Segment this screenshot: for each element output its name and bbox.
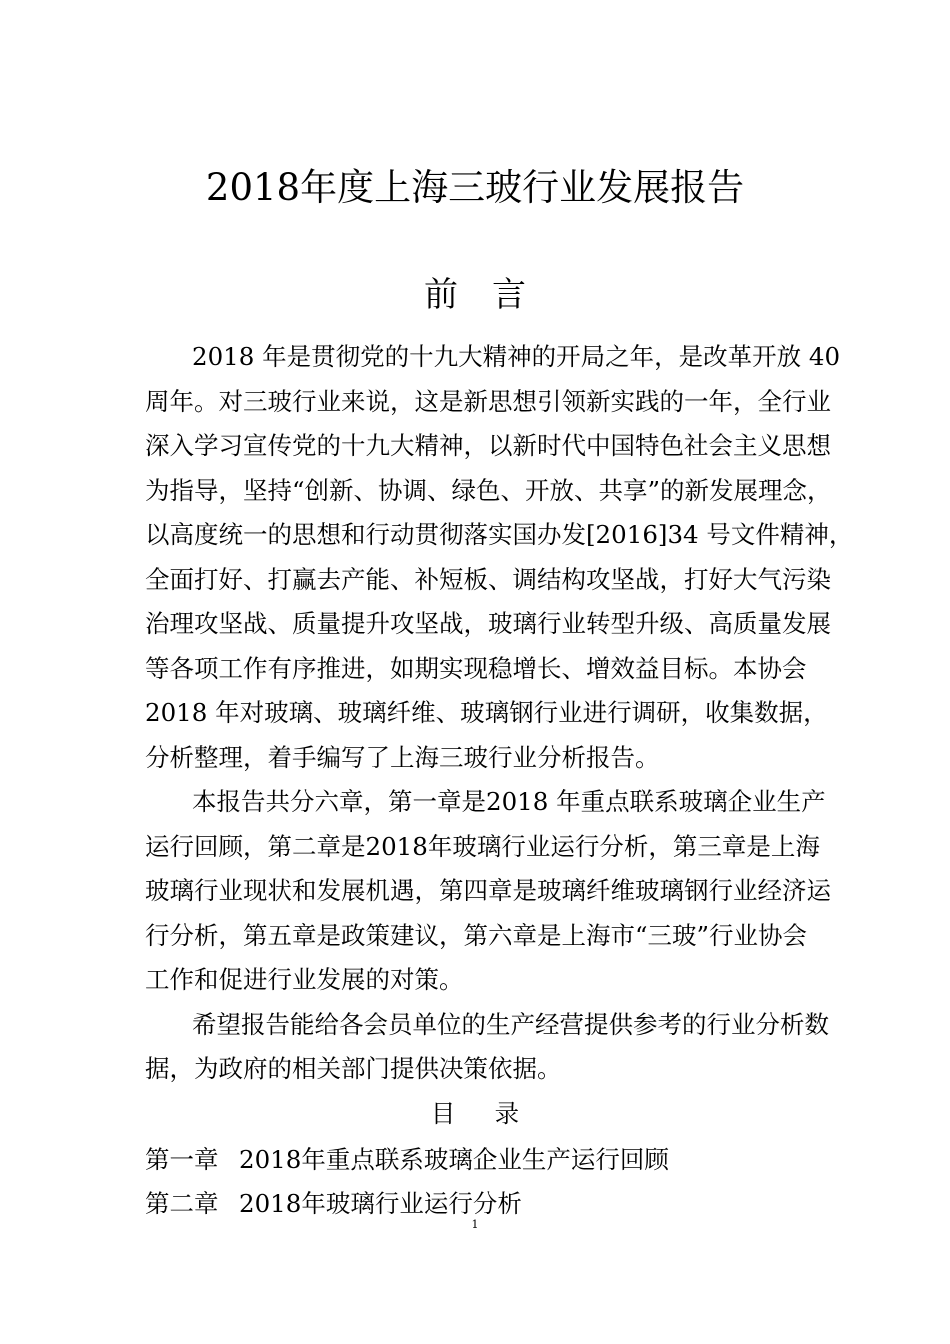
toc-chapter: 第一章 [145, 1145, 219, 1174]
paragraph-line: 分析整理，着手编写了上海三玻行业分析报告。 [145, 742, 660, 772]
paragraph-line: 行分析，第五章是政策建议，第六章是上海市“三玻”行业协会 [145, 920, 808, 950]
toc-heading: 目录 [430, 1099, 559, 1128]
toc-item[interactable] [145, 1189, 522, 1219]
paragraph-line: 2018 年是贯彻党的十九大精神的开局之年，是改革开放 40 [192, 342, 841, 371]
paragraph-line: 周年。对三玻行业来说，这是新思想引领新实践的一年，全行业 [145, 386, 831, 416]
paragraph-line: 工作和促进行业发展的对策。 [145, 965, 464, 994]
paragraph-line: 运行回顾，第二章是2018年玻璃行业运行分析，第三章是上海 [145, 831, 820, 861]
document-title: 2018年度上海三玻行业发展报告 [205, 166, 745, 209]
toc-chapter: 第二章 [145, 1189, 219, 1218]
paragraph-line: 全面打好、打赢去产能、补短板、调结构攻坚战，打好大气污染 [145, 564, 831, 594]
paragraph-line: 等各项工作有序推进，如期实现稳增长、增效益目标。本协会 [145, 653, 807, 683]
toc-item[interactable] [145, 1145, 669, 1175]
paragraph-line: 希望报告能给各会员单位的生产经营提供参考的行业分析数 [192, 1009, 829, 1039]
paragraph-line: 玻璃行业现状和发展机遇，第四章是玻璃纤维玻璃钢行业经济运 [145, 876, 831, 905]
paragraph-line: 以高度统一的思想和行动贯彻落实国办发[2016]34 号文件精神， [145, 520, 854, 549]
paragraph-line: 治理攻坚战、质量提升攻坚战，玻璃行业转型升级、高质量发展 [145, 609, 831, 638]
paragraph-line: 深入学习宣传党的十九大精神，以新时代中国特色社会主义思想 [145, 431, 831, 460]
toc-title: 2018年重点联系玻璃企业生产运行回顾 [239, 1145, 669, 1174]
paragraph-line: 据，为政府的相关部门提供决策依据。 [145, 1054, 562, 1083]
toc-title: 2018年玻璃行业运行分析 [239, 1189, 522, 1218]
paragraph-line: 2018 年对玻璃、玻璃纤维、玻璃钢行业进行调研，收集数据， [145, 698, 828, 727]
paragraph-line: 本报告共分六章，第一章是2018 年重点联系玻璃企业生产 [192, 787, 826, 816]
preface-heading: 前言 [424, 275, 560, 315]
paragraph-line: 为指导，坚持“创新、协调、绿色、开放、共享”的新发展理念， [145, 475, 832, 505]
page-number: 1 [471, 1218, 479, 1231]
